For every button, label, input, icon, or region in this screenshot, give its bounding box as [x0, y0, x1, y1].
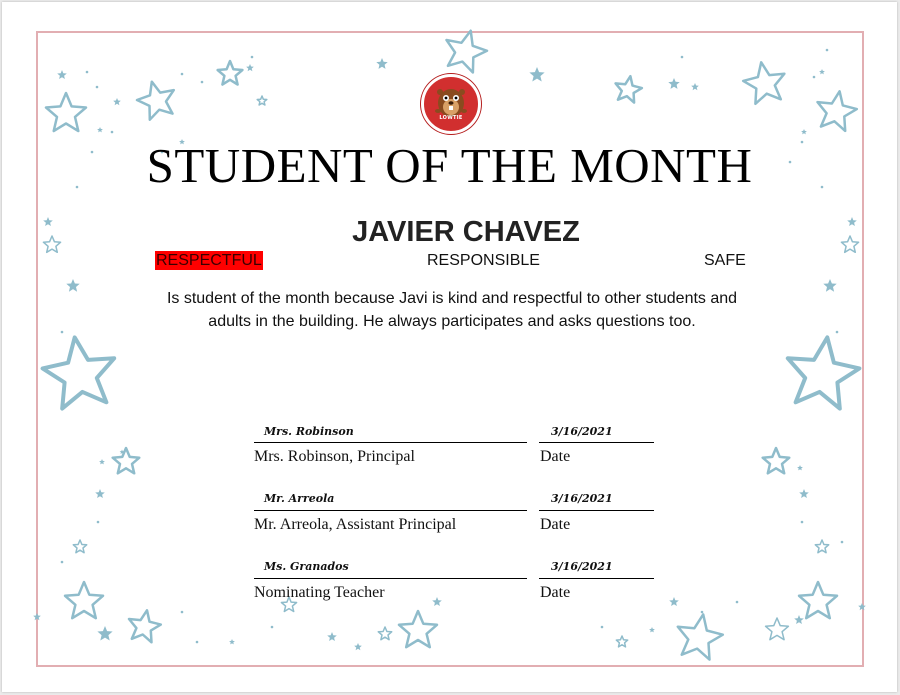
star-icon: [97, 127, 103, 132]
star-icon: [218, 61, 243, 85]
certificate-page: [2, 2, 897, 692]
star-icon: [97, 626, 112, 641]
dot-icon: [181, 73, 184, 76]
dot-icon: [826, 49, 829, 52]
teacher-label: Nominating Teacher: [254, 584, 385, 601]
star-icon: [743, 62, 784, 104]
dot-icon: [61, 331, 64, 334]
value-respectful: RESPECTFUL: [156, 252, 262, 269]
star-icon: [819, 69, 825, 74]
teacher-date: 3/16/2021: [551, 560, 613, 573]
dot-icon: [97, 521, 100, 524]
star-icon: [95, 489, 105, 498]
star-icon: [113, 98, 121, 105]
reason-text: Is student of the month because Javi is kind and respectful to other students and adults in the building. He always participates and asks questions too.: [166, 290, 738, 330]
dot-icon: [86, 71, 89, 74]
star-icon: [354, 643, 362, 650]
star-icon: [794, 615, 804, 624]
star-icon: [649, 627, 655, 632]
star-icon: [823, 279, 836, 292]
star-icon: [799, 489, 809, 498]
dot-icon: [111, 131, 114, 134]
assistant-principal-date-label: Date: [540, 516, 571, 533]
principal-date: 3/16/2021: [551, 425, 613, 438]
assistant-principal-signature: Mr. Arreola: [264, 492, 335, 505]
logo-text: LOWTIE: [439, 115, 463, 121]
star-icon: [447, 31, 488, 73]
star-icon: [432, 597, 442, 606]
star-icon: [797, 465, 803, 470]
principal-date-line: [539, 442, 654, 443]
star-icon: [763, 448, 790, 473]
dot-icon: [801, 521, 804, 524]
dot-icon: [813, 76, 816, 79]
star-icon: [815, 540, 828, 553]
star-icon: [246, 64, 254, 71]
assistant-principal-label: Mr. Arreola, Assistant Principal: [254, 516, 457, 533]
value-responsible: RESPONSIBLE: [427, 252, 540, 269]
certificate-title: STUDENT OF THE MONTH: [146, 138, 753, 193]
assistant-principal-date-line: [539, 510, 654, 511]
star-icon: [257, 96, 267, 105]
principal-label: Mrs. Robinson, Principal: [254, 448, 415, 465]
star-icon: [801, 129, 807, 134]
dot-icon: [681, 56, 684, 59]
star-icon: [669, 597, 679, 606]
dot-icon: [271, 626, 274, 629]
dot-icon: [96, 86, 99, 89]
star-icon: [129, 610, 161, 642]
dot-icon: [841, 541, 844, 544]
dot-icon: [736, 601, 739, 604]
dot-icon: [701, 611, 704, 614]
star-icon: [137, 82, 174, 120]
star-icon: [799, 582, 837, 618]
assistant-principal-signature-line: [254, 510, 527, 511]
star-icon: [376, 58, 387, 69]
star-icon: [46, 93, 86, 131]
star-icon: [858, 603, 866, 610]
dot-icon: [181, 611, 184, 614]
star-icon: [99, 459, 105, 464]
principal-date-label: Date: [540, 448, 571, 465]
star-icon: [73, 540, 86, 553]
star-icon: [788, 337, 860, 408]
star-icon: [57, 70, 67, 79]
dot-icon: [601, 626, 604, 629]
star-icon: [616, 76, 642, 102]
star-icon: [229, 639, 235, 644]
star-icon: [378, 627, 391, 640]
star-icon: [399, 611, 437, 647]
principal-signature: Mrs. Robinson: [264, 425, 354, 438]
teacher-date-label: Date: [540, 584, 571, 601]
star-icon: [33, 613, 41, 620]
principal-signature-line: [254, 442, 527, 443]
beaver-logo: [421, 74, 481, 134]
star-icon: [66, 279, 79, 292]
star-icon: [327, 632, 337, 641]
star-icon: [43, 337, 115, 408]
teacher-signature-line: [254, 578, 527, 579]
student-name: JAVIER CHAVEZ: [352, 216, 580, 248]
star-icon: [818, 91, 857, 131]
star-icon: [113, 448, 140, 473]
dot-icon: [196, 641, 199, 644]
star-icon: [678, 614, 723, 659]
dot-icon: [251, 56, 254, 59]
dot-icon: [836, 331, 839, 334]
value-safe: SAFE: [704, 252, 746, 269]
dot-icon: [201, 81, 204, 84]
assistant-principal-date: 3/16/2021: [551, 492, 613, 505]
star-icon: [529, 67, 544, 82]
dot-icon: [61, 561, 64, 564]
star-icon: [691, 83, 699, 90]
star-icon: [668, 78, 679, 89]
star-icon: [616, 636, 627, 647]
teacher-date-line: [539, 578, 654, 579]
teacher-signature: Ms. Granados: [264, 560, 349, 573]
star-icon: [766, 618, 789, 640]
star-icon: [65, 582, 103, 618]
